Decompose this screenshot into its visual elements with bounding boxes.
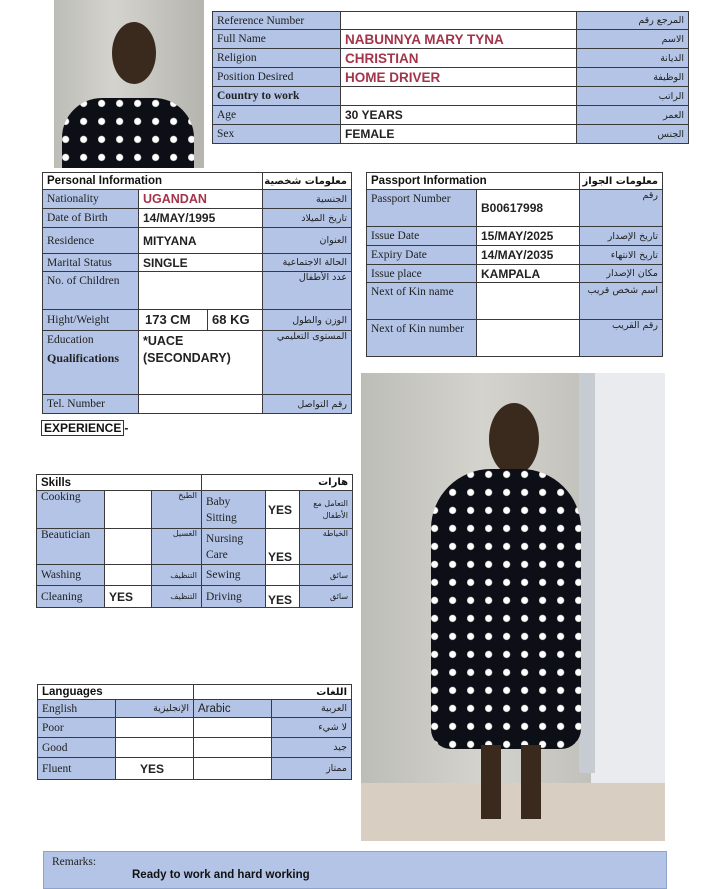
skill-babysitting-ar: التعامل مع الأطفال <box>300 491 353 529</box>
skill-cleaning-value: YES <box>105 586 152 608</box>
height-weight-label: Hight/Weight <box>43 310 139 331</box>
lang-poor-english <box>116 718 194 738</box>
skill-beautician-ar: الغسيل <box>152 529 202 565</box>
remarks-value: Ready to work and hard working <box>132 869 310 881</box>
full-body-photo <box>361 373 665 841</box>
issue-place-ar: مكان الإصدار <box>580 265 663 283</box>
age-label: Age <box>213 106 341 125</box>
passport-title-ar: معلومات الجواز <box>580 173 663 190</box>
position-ar: الوظيفة <box>577 68 689 87</box>
kin-number-ar: رقم القريب <box>580 320 663 357</box>
languages-title-ar: اللغات <box>194 685 352 700</box>
kin-number-label: Next of Kin number <box>367 320 477 357</box>
ref-ar: المرجع رقم <box>577 12 689 30</box>
tel-label: Tel. Number <box>43 395 139 414</box>
skill-babysitting-value: YES <box>266 491 300 529</box>
lang-good-label: Good <box>38 738 116 758</box>
issue-date-value: 15/MAY/2025 <box>477 227 580 246</box>
education-label-2: Qualifications <box>47 351 120 365</box>
expiry-date-ar: تاريخ الانتهاء <box>580 246 663 265</box>
education-value: *UACE (SECONDARY) <box>139 331 263 395</box>
issue-place-label: Issue place <box>367 265 477 283</box>
issue-date-ar: تاريخ الإصدار <box>580 227 663 246</box>
children-label: No. of Children <box>43 272 139 310</box>
skills-title-ar: هارات <box>202 475 353 491</box>
country-label: Country to work <box>213 87 341 106</box>
name-label: Full Name <box>213 30 341 49</box>
skill-cooking-value <box>105 491 152 529</box>
skills-table <box>36 474 353 608</box>
position-label: Position Desired <box>213 68 341 87</box>
residence-value: MITYANA <box>139 228 263 254</box>
personal-info-table <box>42 172 352 414</box>
skill-sewing-value <box>266 565 300 586</box>
remarks-bar <box>43 851 667 889</box>
personal-title: Personal Information <box>43 173 263 190</box>
skill-cleaning-ar: التنظيف <box>152 586 202 608</box>
skill-driving-value: YES <box>266 586 300 608</box>
skill-washing-ar: التنظيف <box>152 565 202 586</box>
skill-cleaning-label: Cleaning <box>37 586 105 608</box>
marital-value: SINGLE <box>139 254 263 272</box>
age-ar: العمر <box>577 106 689 125</box>
skill-beautician-value <box>105 529 152 565</box>
nationality-value: UGANDAN <box>139 190 263 209</box>
experience-heading <box>41 421 128 435</box>
sex-ar: الجنس <box>577 125 689 144</box>
skill-sewing-label: Sewing <box>202 565 266 586</box>
skill-nursing-label: Nursing Care <box>202 529 266 565</box>
skill-cooking-ar: الطبخ <box>152 491 202 529</box>
languages-title: Languages <box>38 685 194 700</box>
lang-good-arabic <box>194 738 272 758</box>
passport-number-value: B00617998 <box>477 190 580 227</box>
lang-arabic-ar: العربية <box>272 700 352 718</box>
languages-table <box>37 684 352 780</box>
lang-fluent-ar: ممتاز <box>272 758 352 780</box>
nationality-ar: الجنسية <box>263 190 352 209</box>
sex-value: FEMALE <box>341 125 577 144</box>
height-weight-ar: الوزن والطول <box>263 310 352 331</box>
lang-fluent-english: YES <box>116 758 194 780</box>
kin-name-label: Next of Kin name <box>367 283 477 320</box>
passport-number-label: Passport Number <box>367 190 477 227</box>
skill-nursing-ar: الخياطة <box>300 529 353 565</box>
lang-fluent-arabic <box>194 758 272 780</box>
skill-cooking-label: Cooking <box>37 491 105 529</box>
residence-ar: العنوان <box>263 228 352 254</box>
residence-label: Residence <box>43 228 139 254</box>
skill-babysitting-label: Baby Sitting <box>202 491 266 529</box>
expiry-date-value: 14/MAY/2035 <box>477 246 580 265</box>
kin-name-ar: اسم شخص قريب <box>580 283 663 320</box>
name-ar: الاسم <box>577 30 689 49</box>
dob-value: 14/MAY/1995 <box>139 209 263 228</box>
country-ar: الراتب <box>577 87 689 106</box>
passport-title: Passport Information <box>367 173 580 190</box>
kin-number-value <box>477 320 580 357</box>
religion-label: Religion <box>213 49 341 68</box>
passport-info-table <box>366 172 663 357</box>
skill-driving-ar: سائق <box>300 586 353 608</box>
lang-fluent-label: Fluent <box>38 758 116 780</box>
weight-value: 68 KG <box>207 310 250 330</box>
lang-poor-ar: لا شيء <box>272 718 352 738</box>
lang-poor-arabic <box>194 718 272 738</box>
lang-arabic-label: Arabic <box>194 700 272 718</box>
experience-suffix: - <box>124 421 129 435</box>
education-label <box>43 331 139 395</box>
skill-beautician-label: Beautician <box>37 529 105 565</box>
tel-value <box>139 395 263 414</box>
religion-ar: الديانة <box>577 49 689 68</box>
height-weight-value <box>139 310 263 331</box>
skills-title: Skills <box>37 475 202 491</box>
skill-washing-value <box>105 565 152 586</box>
lang-english-label: English <box>38 700 116 718</box>
lang-english-ar: الإنجليزية <box>116 700 194 718</box>
issue-place-value: KAMPALA <box>477 265 580 283</box>
remarks-label: Remarks: <box>52 856 97 868</box>
education-label-1: Education <box>47 334 94 346</box>
nationality-label: Nationality <box>43 190 139 209</box>
dob-ar: تاريخ الميلاد <box>263 209 352 228</box>
position-value: HOME DRIVER <box>341 68 577 87</box>
lang-good-english <box>116 738 194 758</box>
children-ar: عدد الأطفال <box>263 272 352 310</box>
experience-label: EXPERIENCE <box>41 420 124 436</box>
skill-nursing-value: YES <box>266 529 300 565</box>
portrait-photo <box>54 0 204 168</box>
ref-label: Reference Number <box>213 12 341 30</box>
expiry-date-label: Expiry Date <box>367 246 477 265</box>
tel-ar: رقم التواصل <box>263 395 352 414</box>
skill-sewing-ar: سائق <box>300 565 353 586</box>
sex-label: Sex <box>213 125 341 144</box>
top-info-table <box>212 11 689 144</box>
education-ar: المستوى التعليمي <box>263 331 352 395</box>
children-value <box>139 272 263 310</box>
country-value <box>341 87 577 106</box>
lang-poor-label: Poor <box>38 718 116 738</box>
ref-value <box>341 12 577 30</box>
issue-date-label: Issue Date <box>367 227 477 246</box>
lang-good-ar: جيد <box>272 738 352 758</box>
name-value: NABUNNYA MARY TYNA <box>341 30 577 49</box>
skill-washing-label: Washing <box>37 565 105 586</box>
dob-label: Date of Birth <box>43 209 139 228</box>
personal-title-ar: معلومات شخصية <box>263 173 352 190</box>
passport-number-ar: رقم <box>580 190 663 227</box>
age-value: 30 YEARS <box>341 106 577 125</box>
marital-ar: الحالة الاجتماعية <box>263 254 352 272</box>
marital-label: Marital Status <box>43 254 139 272</box>
kin-name-value <box>477 283 580 320</box>
skill-driving-label: Driving <box>202 586 266 608</box>
religion-value: CHRISTIAN <box>341 49 577 68</box>
height-value: 173 CM <box>145 312 191 327</box>
